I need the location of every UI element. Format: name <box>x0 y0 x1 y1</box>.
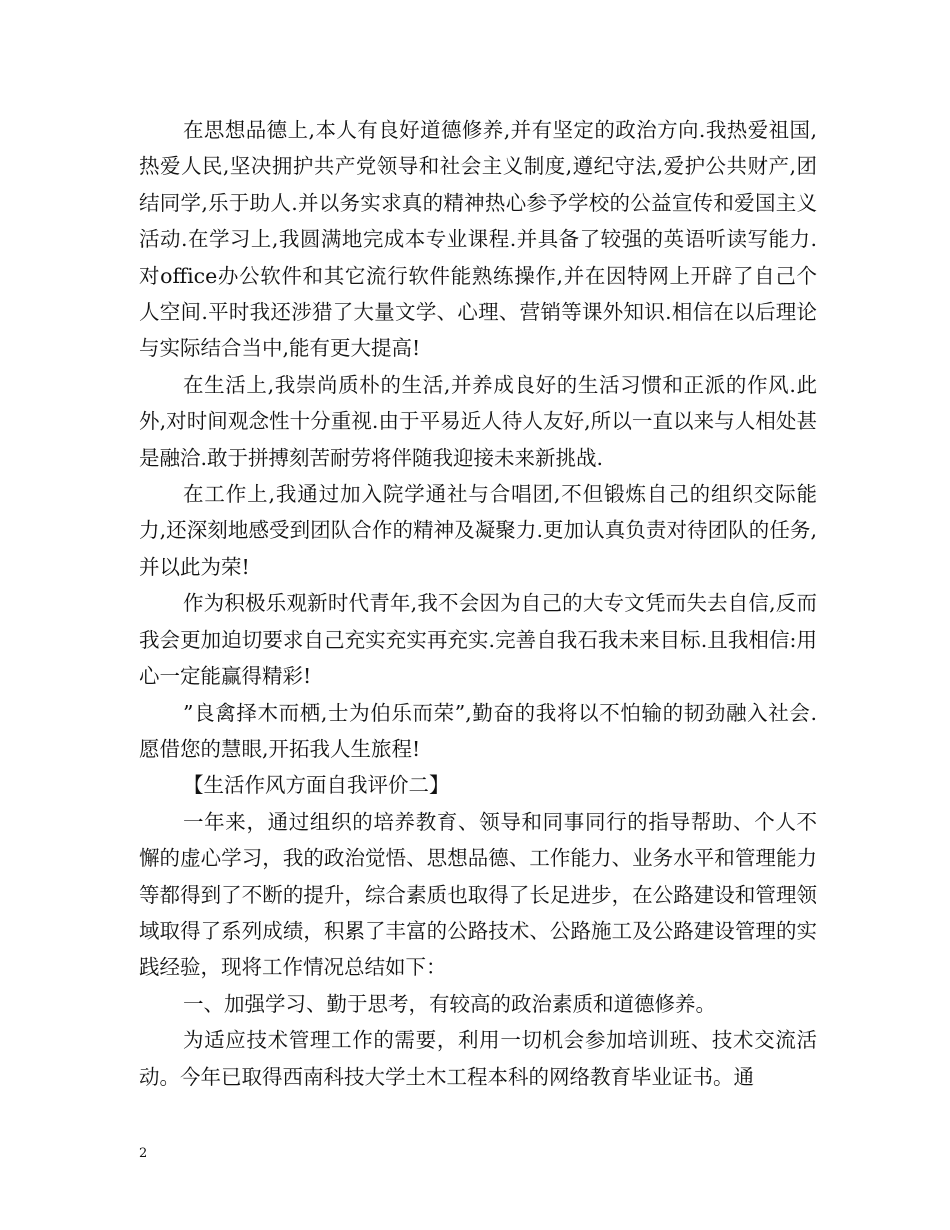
paragraph-quote: ”良禽择木而栖,士为伯乐而荣”,勤奋的我将以不怕输的韧劲融入社会.愿借您的慧眼,开拓我人生旅程! <box>139 700 817 761</box>
paragraph-point-one: 一、加强学习、勤于思考，有较高的政治素质和道德修养。 <box>183 991 716 1016</box>
document-body <box>139 112 817 1095</box>
paragraph-confidence: 作为积极乐观新时代青年,我不会因为自己的大专文凭而失去自信,反而我会更加迫切要求自己充实充实再充实.完善自我石我未来目标.且我相信:用心一定能赢得精彩! <box>139 591 817 689</box>
paragraph-moral-and-study: 在思想品德上,本人有良好道德修养,并有坚定的政治方向.我热爱祖国,热爱人民,坚决拥护共产党领导和社会主义制度,遵纪守法,爱护公共财产,团结同学,乐于助人.并以务实求真的精神热心参予学校的公益宣传和爱国主义活动.在学习上,我圆满地完成本专业课程.并具备了较强的英语听读写能力.对office办公软件和其它流行软件能熟练操作,并在因特网上开辟了自己个人空间.平时我还涉猎了大量文学、心理、营销等课外知识.相信在以后理论与实际结合当中,能有更大提高! <box>139 118 817 361</box>
paragraph-annual-summary: 一年来，通过组织的培养教育、领导和同事同行的指导帮助、个人不懈的虚心学习，我的政治觉悟、思想品德、工作能力、业务水平和管理能力等都得到了不断的提升，综合素质也取得了长足进步，在公路建设和管理领域取得了系列成绩，积累了丰富的公路技术、公路施工及公路建设管理的实践经验，现将工作情况总结如下： <box>139 809 817 980</box>
paragraph-life: 在生活上,我崇尚质朴的生活,并养成良好的生活习惯和正派的作风.此外,对时间观念性十分重视.由于平易近人待人友好,所以一直以来与人相处甚是融洽.敢于拼搏刻苦耐劳将伴随我迎接未来新挑战. <box>139 372 817 470</box>
page-number: 2 <box>139 1146 148 1161</box>
paragraph-training: 为适应技术管理工作的需要，利用一切机会参加培训班、技术交流活动。今年已取得西南科技大学土木工程本科的网络教育毕业证书。通 <box>139 1028 817 1089</box>
section-heading: 【生活作风方面自我评价二】 <box>183 773 450 798</box>
paragraph-work: 在工作上,我通过加入院学通社与合唱团,不但锻炼自己的组织交际能力,还深刻地感受到团队合作的精神及凝聚力.更加认真负责对待团队的任务,并以此为荣! <box>139 482 817 579</box>
